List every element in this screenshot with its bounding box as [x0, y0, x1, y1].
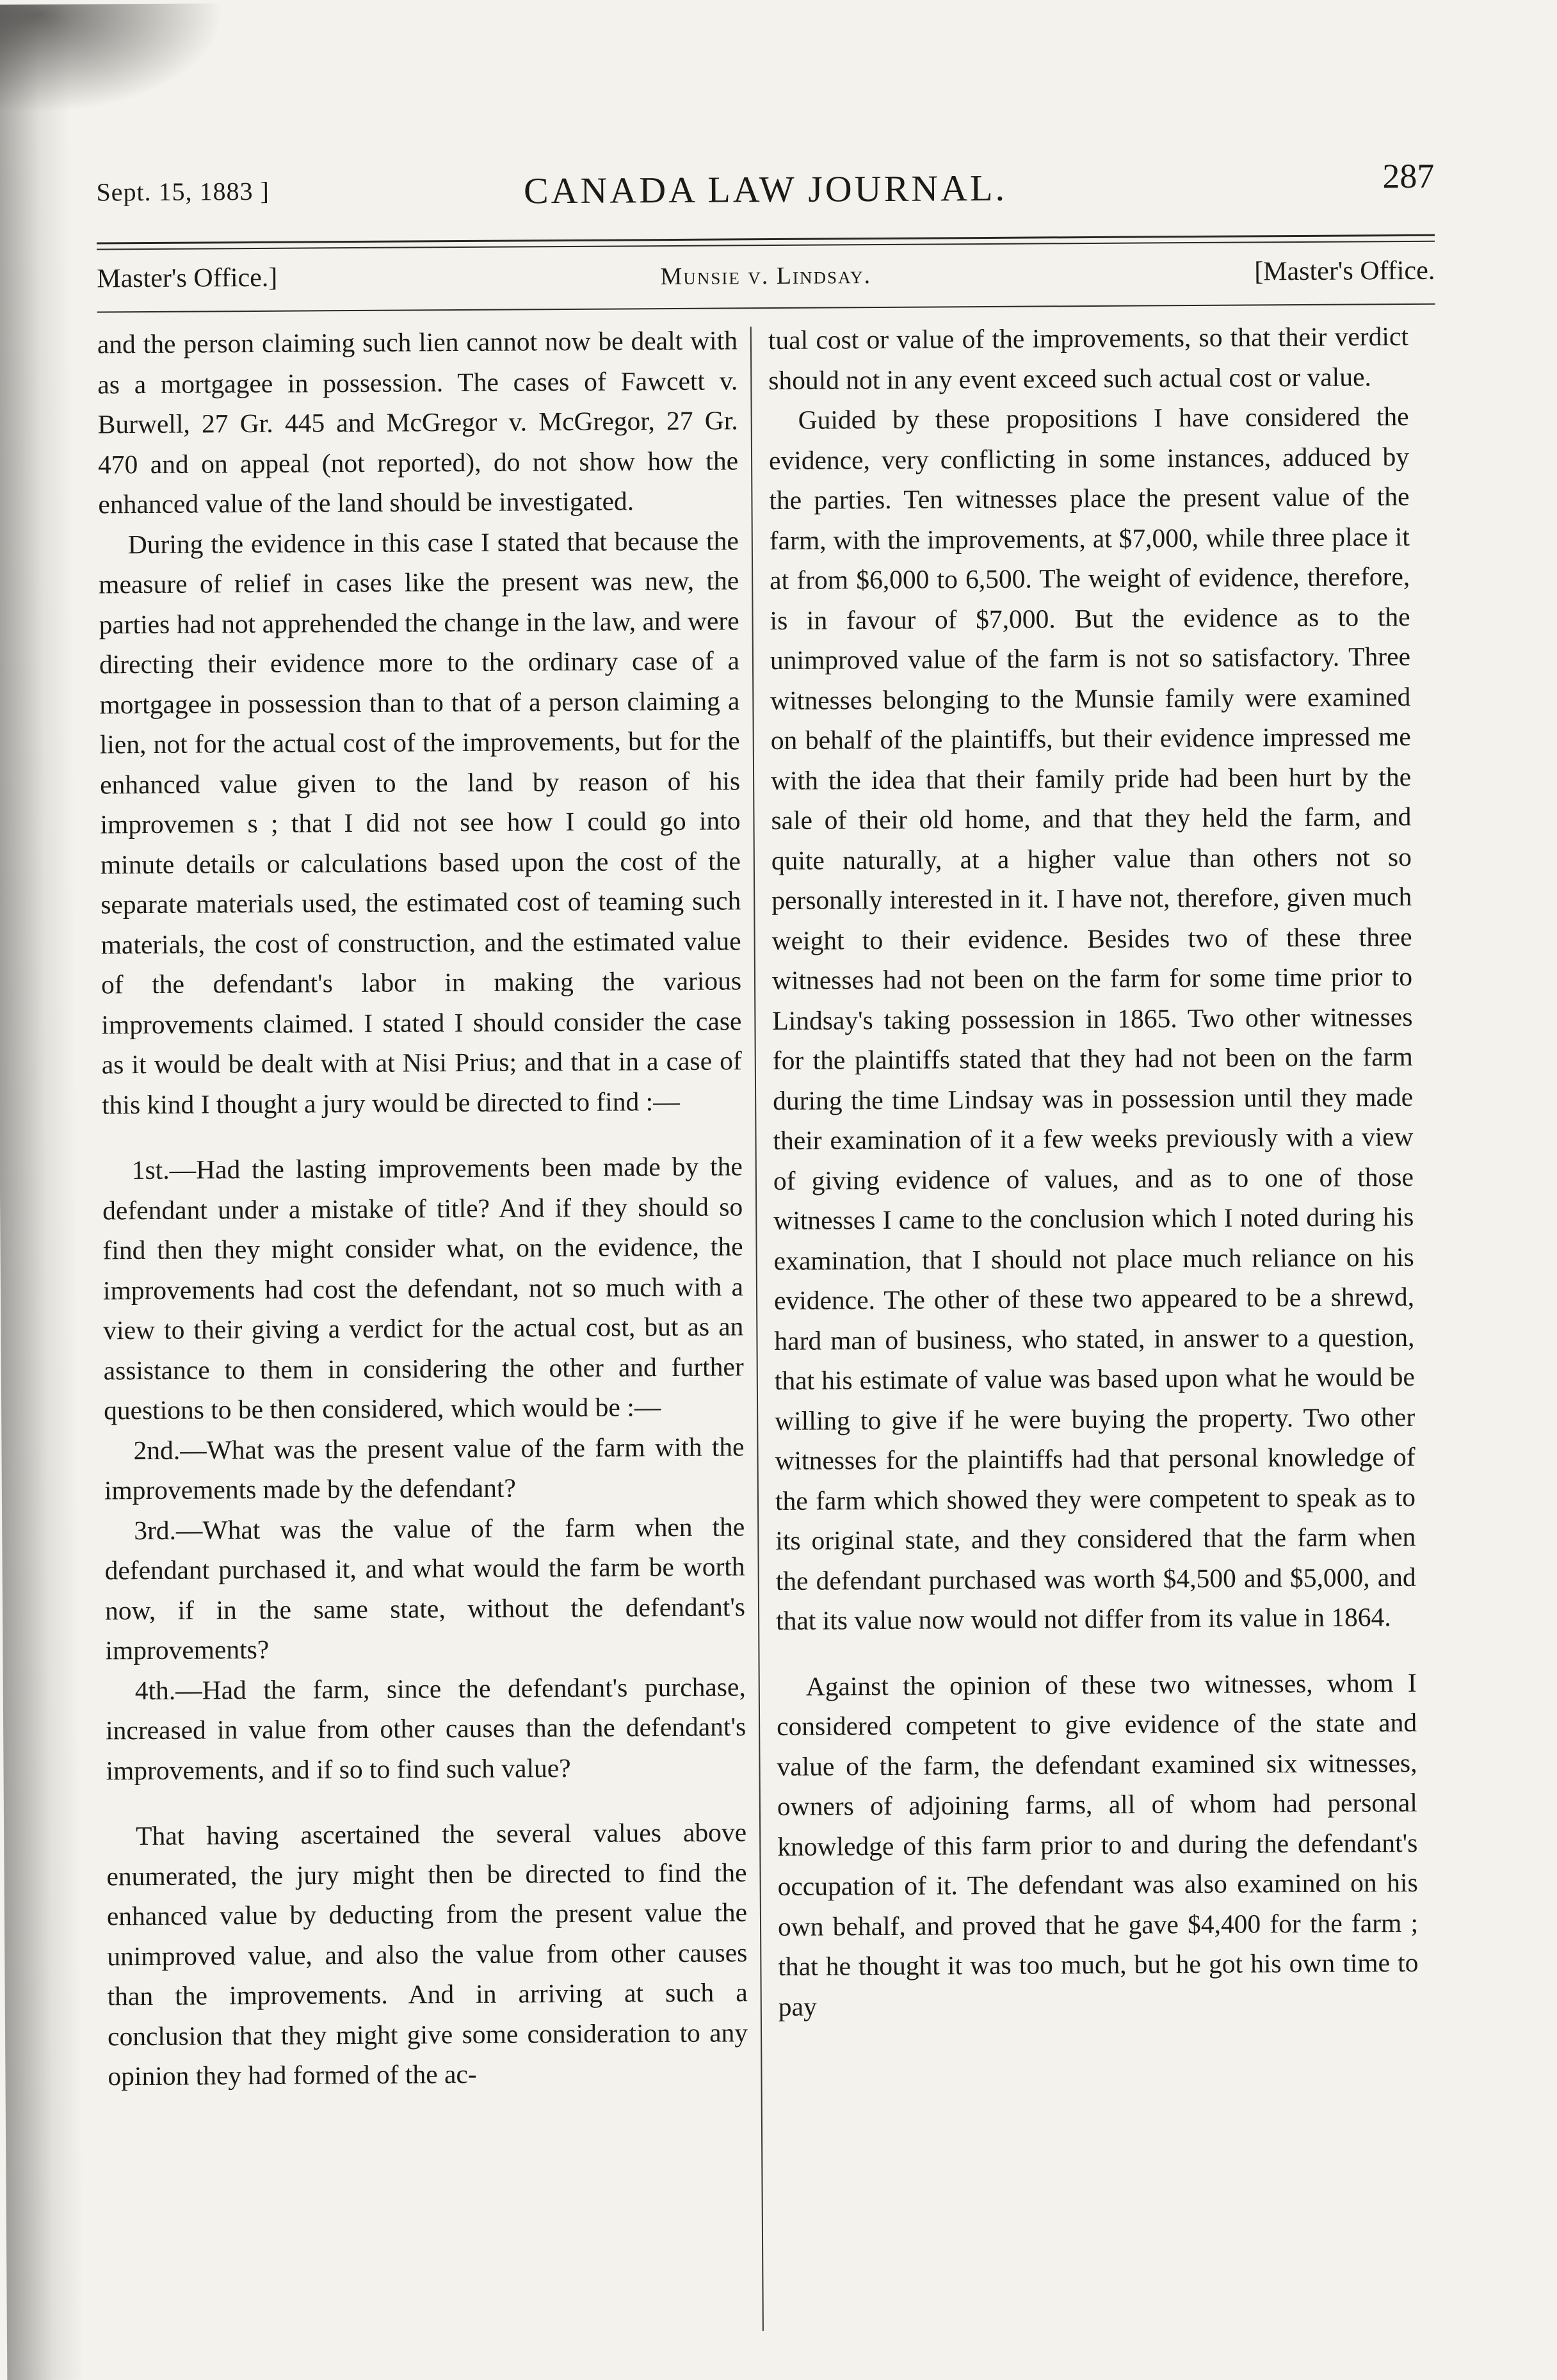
paragraph: 4th.—Had the farm, since the defendant's purchase, increased in value from other causes than the defendant's improvements, and if so to find such value? [106, 1671, 746, 1785]
paragraph: 3rd.—What was the value of the farm when the defendant purchased it, and what would the farm be worth now, if in the same state, without the defendant's improvements? [104, 1511, 746, 1665]
journal-title: CANADA LAW JOURNAL. [523, 166, 1008, 212]
left-column [97, 320, 750, 2328]
paragraph: 1st.—Had the lasting improvements been made by the defendant under a mistake of title? And if they should so find then they might consider what, on the evidence, the improvements had cost the defendant, not so much with a view to their giving a verdict for the actual cost, but as an assistance to them in considering the other and further questions to be then considered, which would be :— [102, 1151, 744, 1425]
page-number: 287 [1382, 156, 1435, 196]
case-title: Munsie v. Lindsay. [660, 262, 872, 291]
running-head [96, 156, 1435, 222]
paragraph: Guided by these propositions I have considered the evidence, very conflicting in some instances, adduced by the parties. Ten witnesses place the present value of the farm, with the improvements, at $7,000, while three place it at from $6,000 to 6,500. The weight of evidence, therefore, is in favour of $7,000. But the evidence as to the unimproved value of the farm is not so satisfactory. Three witnesses belonging to the Munsie family were examined on behalf of the plaintiffs, but their evidence impressed me with the idea that their family pride had been hurt by the sale of their old home, and that they held the farm, and quite naturally, at a higher value than others not so personally interested in it. I have not, therefore, given much weight to their evidence. Besides two of these three witnesses had not been on the farm for some time prior to Lindsay's taking possession in 1865. Two other witnesses for the plaintiffs stated that they had not been on the farm during the time Lindsay was in possession until they made their examination of it a few weeks previously with a view of giving evidence of values, and as to one of those witnesses I came to the conclusion which I noted during his examination, that I should not place much reliance on his evidence. The other of these two appeared to be a shrewd, hard man of business, who stated, in answer to a question, that his estimate of value was based upon what he would be willing to give if he were buying the property. Two other witnesses for the plaintiffs had that personal knowledge of the farm which showed they were competent to speak as to its original state, and they considered that the farm when the defendant purchased was worth $4,500 and $5,000, and that its value now would not differ from its value in 1864. [768, 401, 1416, 1636]
right-column [768, 316, 1421, 2324]
paragraph: Against the opinion of these two witnesses, whom I considered competent to give evidence of the state and value of the farm, the defendant examined six witnesses, owners of adjoining farms, all of whom had personal knowledge of this farm prior to and during the defendant's occupation of it. The defendant was also examined on his own behalf, and proved that he gave $4,400 for the farm ; that he thought it was too much, but he got his own time to pay [776, 1667, 1419, 2021]
subheader-rule [97, 304, 1435, 313]
binding-shadow [0, 4, 84, 2380]
paragraph: 2nd.—What was the present value of the farm with the improvements made by the defendant? [104, 1431, 745, 1505]
paragraph: tual cost or value of the improvements, so that their verdict should not in any event exceed such actual cost or value. [768, 321, 1409, 395]
issue-date: Sept. 15, 1883 ] [96, 176, 270, 207]
paragraph: That having ascertained the several values above enumerated, the jury might then be directed to find the enhanced value by deducting from the present value the unimproved value, and also the value from other causes than the improvements. And in arriving at such a conclusion that they might give some consideration to any opinion they had formed of the ac- [106, 1817, 748, 2091]
corner-ink-stain [0, 3, 224, 113]
column-divider [750, 327, 764, 2331]
section-label-left: Master's Office.] [97, 263, 278, 294]
section-label-right: [Master's Office. [1254, 255, 1435, 287]
case-subheader [97, 255, 1435, 302]
paragraph: During the evidence in this case I stated that because the measure of relief in cases like the present was new, the parties had not apprehended the change in the law, and were directing their evidence more to the ordinary case of a mortgagee in possession than to that of a person claiming a lien, not for the actual cost of the improvements, but for the enhanced value given to the land by reason of his improvemen s ; that I did not see how I could go into minute details or calculations based upon the cost of the separate materials used, the estimated cost of teaming such materials, the cost of construction, and the estimated value of the defendant's labor in making the various improvements claimed. I stated I should consider the case as it would be dealt with at Nisi Prius; and that in a case of this kind I thought a jury would be directed to find :— [99, 525, 742, 1119]
paragraph: and the person claiming such lien cannot now be dealt with as a mortgagee in possession. The cases of Fawcett v. Burwell, 27 Gr. 445 and McGregor v. McGregor, 27 Gr. 470 and on appeal (not reported), do not show how the enhanced value of the land should be investigated. [97, 325, 739, 519]
